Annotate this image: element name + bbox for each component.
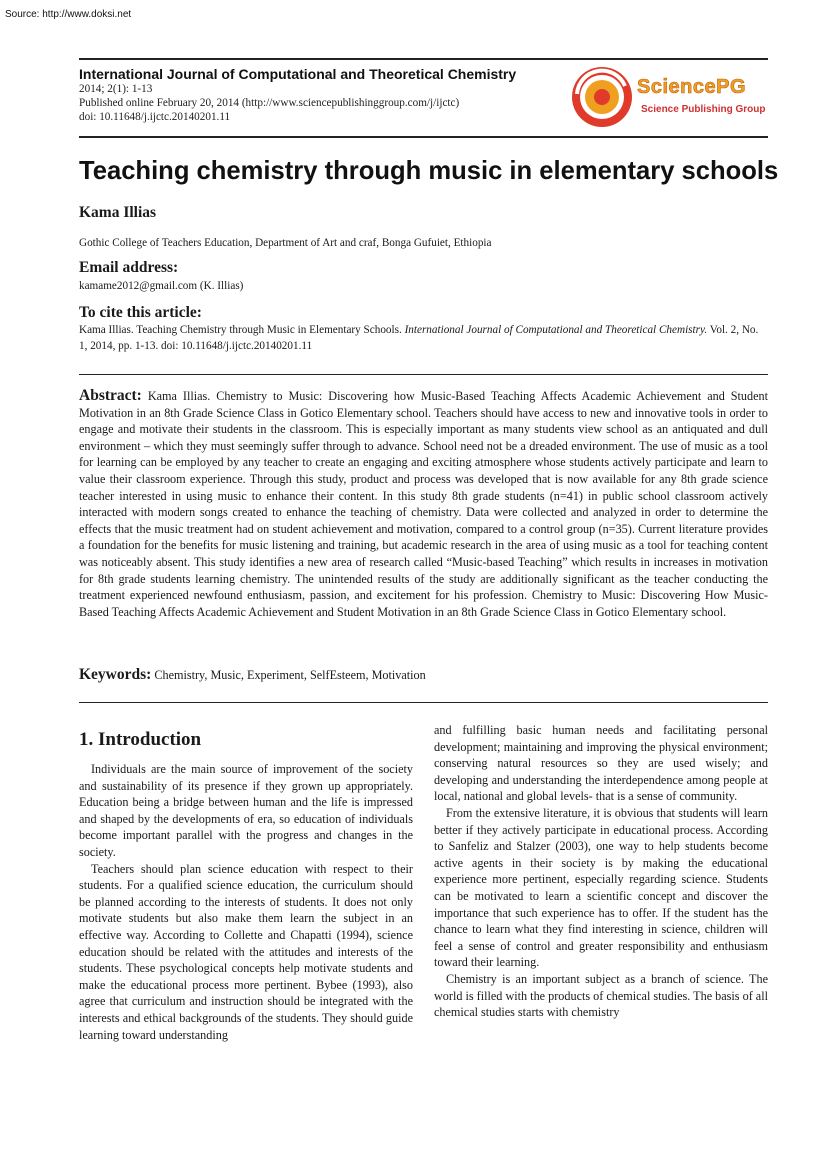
journal-name: International Journal of Computational and Theoretical Chemistry	[79, 66, 517, 82]
left-column	[79, 761, 413, 1043]
sciencepg-logo-mark-icon	[569, 64, 635, 130]
paragraph: Individuals are the main source of improvement of the society and sustainability of its presence if they grown up appropriately. Education being a bridge between human and the life is impressed and shaped by the developments of era, so education of individuals become important parallel with the progress and changes in the society.	[79, 762, 413, 859]
citation-tail: Vol. 2, No. 1, 2014, pp. 1-13. doi: 10.11648/j.ijctc.20140201.11	[79, 324, 759, 352]
keywords-text: Chemistry, Music, Experiment, SelfEsteem, Motivation	[154, 668, 426, 682]
journal-doi: doi: 10.11648/j.ijctc.20140201.11	[79, 111, 231, 123]
email-heading: Email address:	[79, 259, 179, 276]
keywords-label: Keywords:	[79, 666, 152, 683]
source-line: Source: http://www.doksi.net	[5, 9, 132, 20]
header-rule	[79, 136, 768, 138]
affiliation: Gothic College of Teachers Education, Department of Art and craf, Bonga Gufuiet, Ethiopia	[79, 237, 492, 249]
cite-heading: To cite this article:	[79, 304, 202, 321]
citation-plain: Kama Illias. Teaching Chemistry through Music in Elementary Schools.	[79, 324, 405, 336]
citation-journal: International Journal of Computational and Theoretical Chemistry.	[404, 324, 708, 336]
right-column	[434, 722, 768, 1021]
journal-published: Published online February 20, 2014 (http://www.sciencepublishinggroup.com/j/ijctc)	[79, 97, 460, 109]
keywords	[79, 666, 426, 684]
author-name: Kama Illias	[79, 204, 157, 221]
sciencepg-logo	[569, 64, 769, 130]
abstract-top-rule	[79, 374, 768, 375]
journal-header	[79, 66, 559, 124]
paper-title: Teaching chemistry through music in elementary schools	[79, 157, 779, 185]
abstract-text: Kama Illias. Chemistry to Music: Discovering how Music-Based Teaching Affects Academic Achievement and Student Motivation in an 8th Grade Science Class in Gotico Elementary school. Teachers should have access to new and innovative tools in order to engage and motivate their students in the classroom. This is especially important as many students view school as an antiquated and dull environment – which they must seemingly suffer through to advance. School need not be a dreaded environment. The use of music as a tool for learning can be employed by any teacher to create an engaging and exciting atmosphere whose students actively participate and learn to value their classroom experience. Through this study, product and process was developed that is now available for any 8th grade science teacher interested in using music to enhance their content. In this study 8th grade students (n=41) in public school classroom actively interacted with modern songs created to enhance the teaching of chemistry. Data were collected and analyzed in order to determine the effects that the music treatment had on student achievement and motivation, compared to a control group (n=35). Current literature provides a foundation for the benefits for music listening and training, but academic research in the area of using music as a tool for teaching content was noticeably absent. This study identifies a new area of research called “Music-based Teaching” which results in increases in motivation for 8th grade students learning chemistry. The unintended results of the study are additionally significant as the teacher conducting the treatment experienced newfound enthusiasm, passion, and excitement for his profession. Chemistry to Music: Discovering How Music-Based Teaching Affects Academic Achievement and Student Motivation in an 8th Grade Science Class in Gotico Elementary school.	[79, 389, 768, 619]
section-heading-introduction: 1. Introduction	[79, 729, 202, 750]
logo-brand: SciencePG	[637, 76, 747, 98]
top-rule	[79, 58, 768, 60]
journal-volume: 2014; 2(1): 1-13	[79, 83, 153, 95]
abstract	[79, 388, 768, 620]
paragraph: Teachers should plan science education with respect to their students. For a qualified science education, the curriculum should be planned according to the interests of students. It does not only motivate students but also make them learn the subject in an effective way. According to Collette and Chapatti (1994), science education should be related with the attitudes and interests of the students. These psychological concepts help motivate students and make the educational process more pertinent. Bybee (1993), also agree that curriculum and instruction should be integrated with the interests and ethical backgrounds of the students. They should guide learning toward understanding	[79, 861, 413, 1042]
abstract-label: Abstract:	[79, 387, 142, 404]
paragraph: From the extensive literature, it is obvious that students will learn better if they actively participate in educational process. According to Sanfeliz and Stalzer (2003), one way to help students become active agents in their society is by making the educational experience more pertinent, especially regarding science. Students can be motivated to learn a scientific concept and discover the importance that such experience has to offer. If the student has the chance to learn what they find interesting in science, children will feel a sense of control and greater responsibility and enthusiasm toward their learning.	[434, 805, 768, 970]
email-address: kamame2012@gmail.com (K. Illias)	[79, 280, 244, 292]
logo-subtitle: Science Publishing Group	[641, 104, 766, 115]
citation-text	[79, 322, 769, 354]
paragraph: and fulfilling basic human needs and facilitating personal development; maintaining and improving the physical environment; conserving natural resources so they are used wisely; and developing and understanding the interdependence among people at local, national and global levels- that is a sense of community.	[434, 723, 768, 804]
abstract-bottom-rule	[79, 702, 768, 703]
paragraph: Chemistry is an important subject as a branch of science. The world is filled with the products of chemical studies. The basis of all chemical studies starts with chemistry	[434, 971, 768, 1020]
